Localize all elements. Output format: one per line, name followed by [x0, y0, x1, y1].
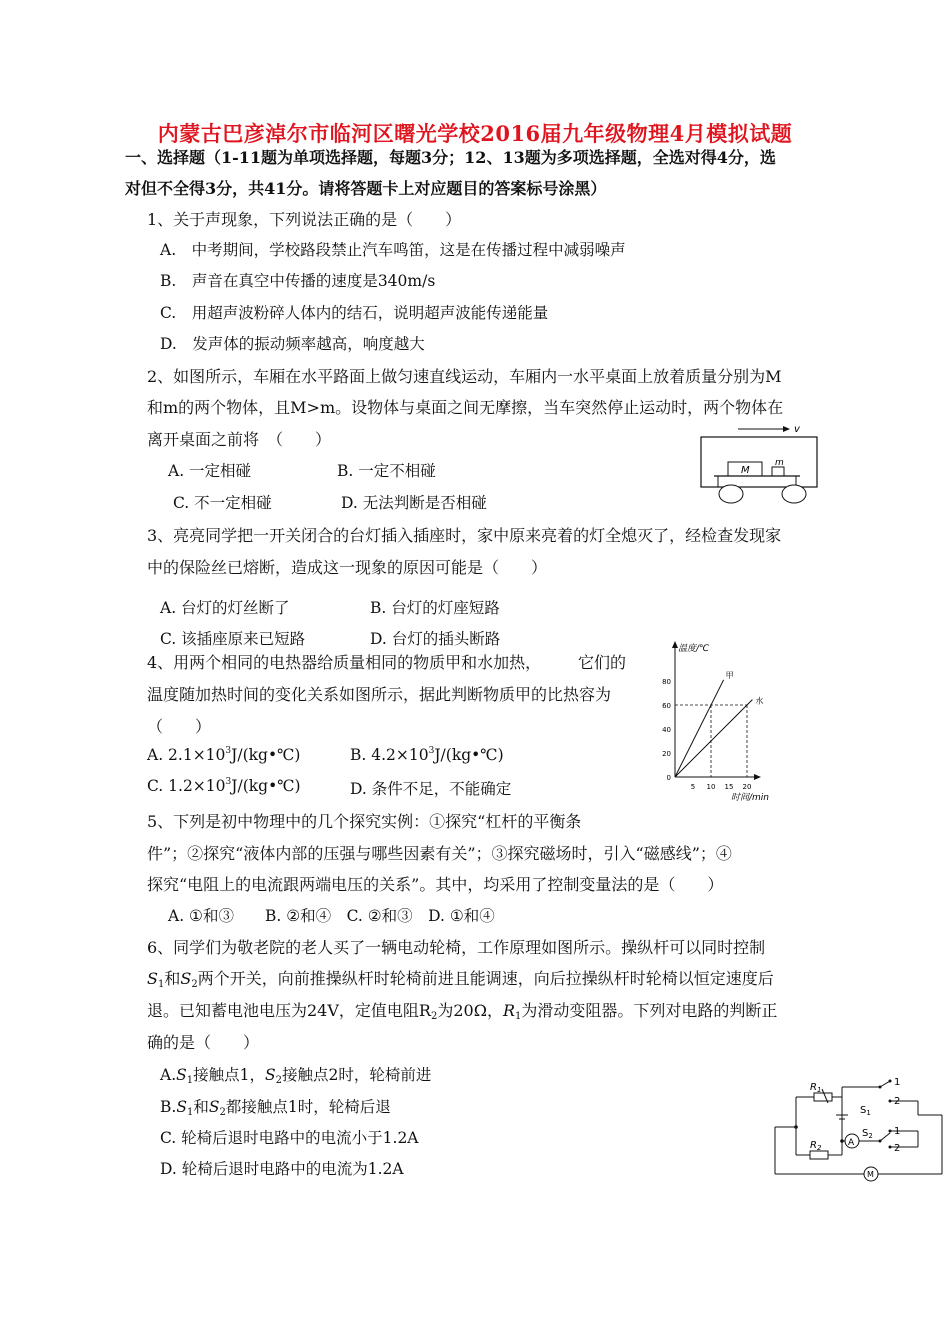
question-5-line-1: 5、下列是初中物理中的几个探究实例：①探究“杠杆的平衡条	[147, 812, 582, 831]
block-M-label: M	[741, 465, 750, 476]
x-tick-label: 15	[724, 783, 734, 791]
question-2-line-3: 离开桌面之前将 （ ）	[147, 430, 332, 449]
block-m	[772, 467, 784, 476]
ammeter-label: A	[848, 1138, 855, 1148]
resistor-r1	[814, 1093, 832, 1101]
question-4-line-2: 温度随加热时间的变化关系如图所示，据此判断物质甲的比热容为	[147, 685, 612, 704]
temperature-time-chart	[652, 640, 770, 805]
series-label: 甲	[725, 670, 734, 680]
question-6-option-c: C. 轮椅后退时电路中的电流小于1.2A	[160, 1129, 419, 1147]
question-2-option-b: B. 一定不相碰	[337, 462, 436, 480]
question-4-option-b: B. $4.2\times 10^3J/(kg•℃)$	[350, 746, 504, 764]
velocity-arrowhead	[783, 426, 790, 432]
s1-label: $S_1$	[860, 1105, 871, 1117]
question-6-line-3: 退。已知蓄电池电压为24V，定值电阻$R_2$为20Ω，$R_1$为滑动变阻器。下列对电路的判断正	[147, 1001, 778, 1022]
question-3-line-2: 中的保险丝已熔断，造成这一现象的原因可能是（ ）	[147, 558, 548, 577]
switch-s2-blade	[880, 1133, 890, 1141]
r2-label: $R_2$	[810, 1140, 822, 1152]
contact-1-top	[889, 1080, 892, 1083]
section-1-instructions-line-1: 一、选择题（1-11题为单项选择题，每题3分；12、13题为多项选择题，全选对得4分，选	[125, 148, 776, 167]
series-line-water	[675, 700, 752, 777]
question-2-line-1: 2、如图所示，车厢在水平路面上做匀速直线运动，车厢内一水平桌面上放着质量分别为M	[147, 367, 782, 386]
question-4-line-1b: 它们的	[578, 653, 627, 672]
question-3-option-d: D. 台灯的插头断路	[370, 630, 501, 648]
question-2-option-c: C. 不一定相碰	[173, 494, 272, 512]
question-2-option-a: A. 一定相碰	[168, 462, 252, 480]
s2-label: $S_2$	[862, 1128, 873, 1140]
contact-1-bottom-label: 1	[894, 1126, 901, 1137]
question-3-line-1: 3、亮亮同学把一开关闭合的台灯插入插座时，家中原来亮着的灯全熄灭了，经检查发现家	[147, 526, 782, 545]
wheel-left	[719, 485, 743, 503]
question-6-option-d: D. 轮椅后退时电路中的电流为1.2A	[160, 1160, 404, 1178]
junction-center	[840, 1139, 844, 1143]
y-tick-label: 60	[662, 702, 671, 710]
junction-left	[794, 1125, 798, 1129]
x-tick-label: 10	[706, 783, 716, 791]
question-3-option-a: A. 台灯的灯丝断了	[160, 599, 290, 617]
y-tick-label: 40	[662, 726, 671, 734]
question-5-options: A. ①和③ B. ②和④ C. ②和③ D. ①和④	[168, 907, 495, 925]
wheel-right	[782, 485, 806, 503]
y-tick-label: 0	[666, 774, 671, 782]
y-tick-label: 80	[662, 678, 671, 686]
motor-label: M	[867, 1170, 874, 1179]
resistor-r2	[810, 1151, 828, 1159]
contact-2-bottom	[889, 1146, 892, 1149]
question-6-line-2: $S_1$和$S_2$两个开关，向前推操纵杆时轮椅前进且能调速，向后拉操纵杆时轮椅以恒定速度后	[147, 969, 774, 990]
question-4-line-1a: 4、用两个相同的电热器给质量相同的物质甲和水加热，	[147, 653, 542, 672]
question-1-option-d: D. 发声体的振动频率越高，响度越大	[160, 335, 425, 353]
question-6-option-b: $B.S_1$和$S_2$都接触点1时，轮椅后退	[160, 1098, 391, 1118]
y-axis-label: 温度/℃	[678, 644, 710, 654]
wheelchair-circuit-diagram	[770, 1075, 946, 1187]
x-axis-label: 时间/min	[731, 793, 770, 803]
contact-1-top-label: 1	[894, 1077, 901, 1088]
cart-diagram	[698, 420, 822, 506]
question-6-line-4: 确的是（ ）	[147, 1033, 260, 1052]
question-5-line-2: 件”；②探究“液体内部的压强与哪些因素有关”；③探究磁场时，引入“磁感线”；④	[147, 844, 732, 863]
velocity-label: v	[794, 424, 800, 435]
page-title: 内蒙古巴彦淖尔市临河区曙光学校2016届九年级物理4月模拟试题	[157, 121, 793, 146]
question-1-stem: 1、关于声现象，下列说法正确的是（ ）	[147, 210, 462, 229]
series-line-substance-jia	[675, 680, 724, 777]
question-3-option-c: C. 该插座原来已短路	[160, 630, 306, 648]
contact-2-top	[889, 1100, 892, 1103]
x-axis-arrowhead	[754, 774, 761, 780]
x-tick-label: 5	[690, 783, 696, 791]
question-6-line-1: 6、同学们为敬老院的老人买了一辆电动轮椅，工作原理如图所示。操纵杆可以同时控制	[147, 938, 766, 957]
question-2-line-2: 和m的两个物体，且M>m。设物体与桌面之间无摩擦，当车突然停止运动时，两个物体在	[147, 398, 784, 417]
question-4-option-a: A. $2.1\times 10^3J/(kg•℃)$	[147, 746, 301, 764]
question-3-option-b: B. 台灯的灯座短路	[370, 599, 500, 617]
question-4-option-d: D. 条件不足，不能确定	[350, 780, 512, 798]
question-1-option-a: A. 中考期间，学校路段禁止汽车鸣笛，这是在传播过程中减弱噪声	[160, 241, 626, 259]
switch-s1-pivot	[879, 1086, 882, 1089]
contact-2-bottom-label: 2	[894, 1143, 901, 1154]
question-4-option-c: C. $1.2\times 10^3J/(kg•℃)$	[147, 777, 301, 795]
block-m-label: m	[775, 458, 784, 468]
question-6-option-a: $A.S_1$接触点1，$S_2$接触点2时，轮椅前进	[160, 1066, 432, 1086]
y-tick-label: 20	[662, 750, 671, 758]
series-label: 水	[755, 696, 764, 706]
r1-label: $R_1$	[810, 1082, 822, 1094]
question-5-line-3: 探究“电阻上的电流跟两端电压的关系”。其中，均采用了控制变量法的是（ ）	[147, 875, 724, 894]
question-4-line-3: （ ）	[147, 717, 212, 736]
contact-2-top-label: 2	[894, 1096, 901, 1107]
question-2-option-d: D. 无法判断是否相碰	[341, 494, 487, 512]
section-1-instructions-line-2: 对但不全得3分，共41分。请将答题卡上对应题目的答案标号涂黑）	[125, 179, 607, 198]
switch-s1-blade	[880, 1081, 890, 1087]
x-tick-label: 20	[742, 783, 752, 791]
question-1-option-c: C. 用超声波粉碎人体内的结石，说明超声波能传递能量	[160, 304, 549, 322]
switch-s2-pivot	[879, 1140, 882, 1143]
contact-1-bottom	[889, 1130, 892, 1133]
question-1-option-b: B. 声音在真空中传播的速度是340m/s	[160, 272, 436, 290]
